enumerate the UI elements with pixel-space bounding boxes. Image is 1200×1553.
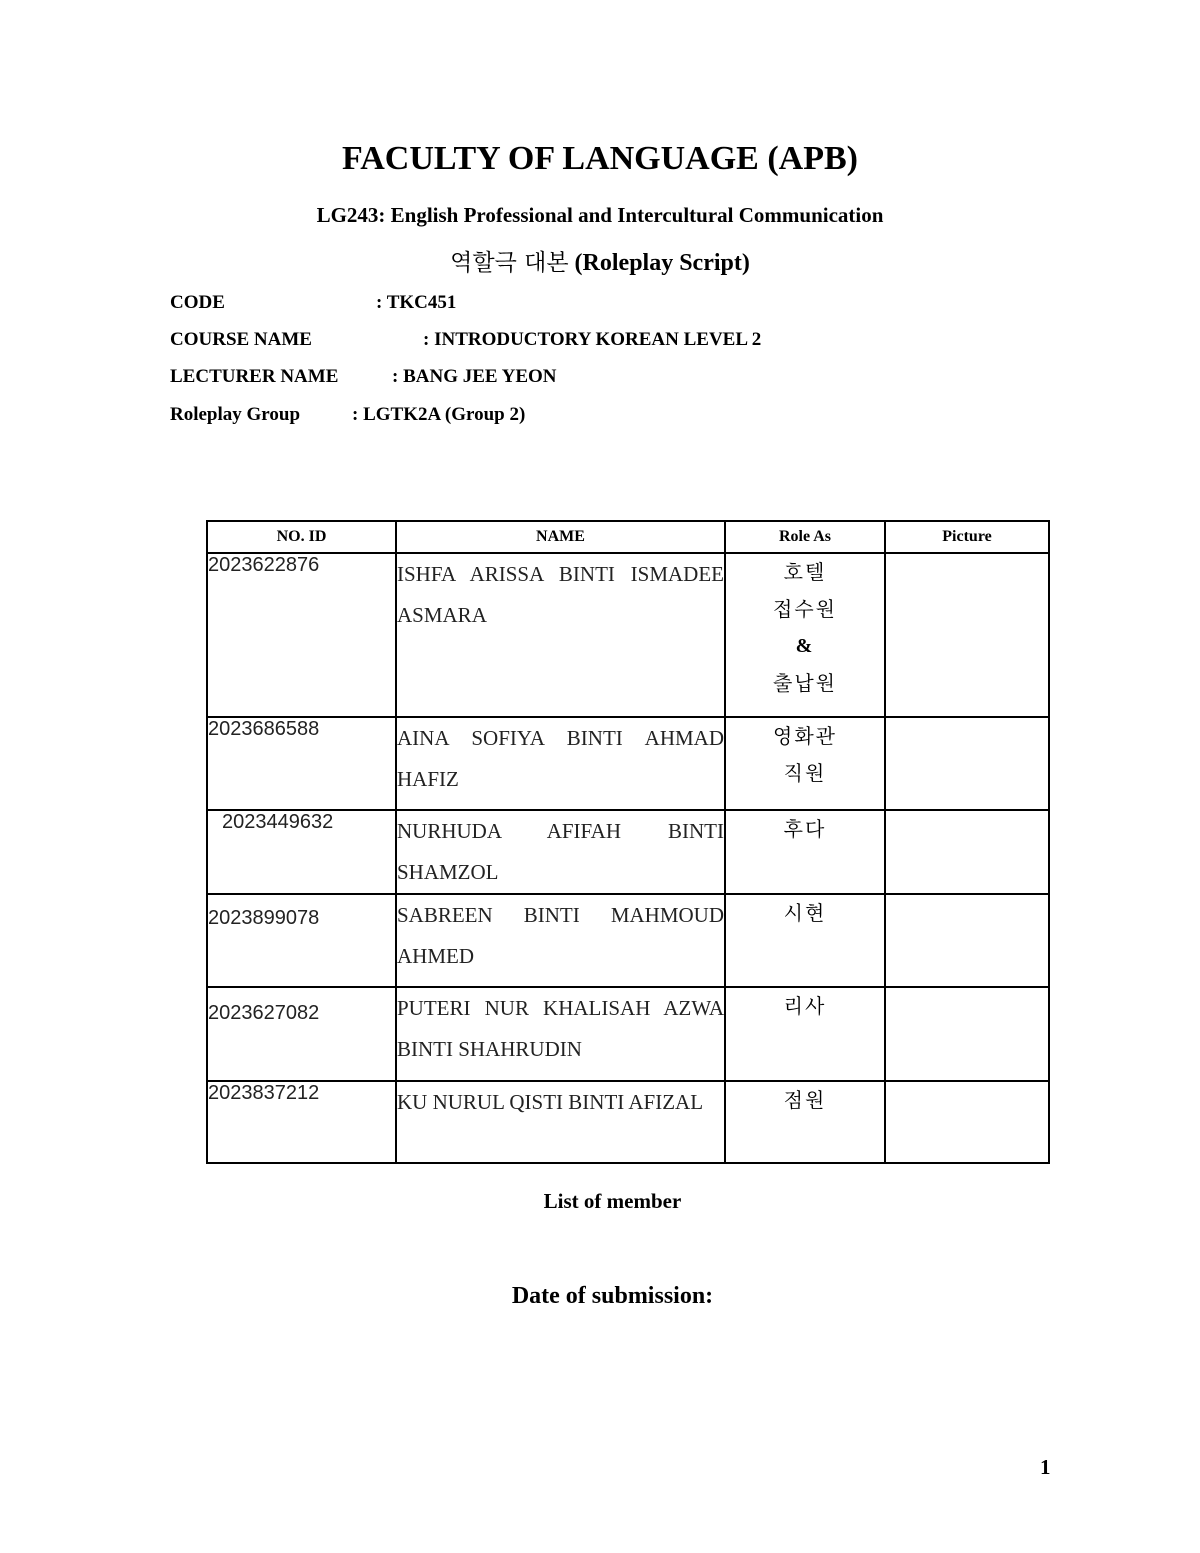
cell-role	[725, 810, 885, 894]
cell-id: 2023622876	[207, 553, 396, 717]
cell-picture	[885, 1081, 1049, 1163]
info-lecturer-value: : BANG JEE YEON	[392, 366, 557, 387]
table-row	[207, 987, 1049, 1081]
cell-role	[725, 894, 885, 987]
role-line: 출납원	[773, 671, 837, 695]
cell-role	[725, 1081, 885, 1163]
cell-name: NURHUDA AFIFAH BINTI SHAMZOL	[396, 810, 725, 894]
cell-picture	[885, 553, 1049, 717]
page-number: 1	[1040, 1455, 1051, 1479]
info-code	[170, 292, 457, 314]
cell-name: PUTERI NUR KHALISAH AZWA BINTI SHAHRUDIN	[396, 987, 725, 1081]
header-picture: Picture	[885, 521, 1049, 553]
cell-name: SABREEN BINTI MAHMOUD AHMED	[396, 894, 725, 987]
role-line: 점원	[783, 1088, 827, 1112]
role-line: 후다	[783, 817, 827, 841]
header-role-as: Role As	[725, 521, 885, 553]
script-title-korean: 역할극 대본	[450, 250, 569, 276]
info-lecturer	[170, 366, 557, 388]
cell-picture	[885, 810, 1049, 894]
cell-id: 2023686588	[207, 717, 396, 810]
table-row	[207, 717, 1049, 810]
role-line: &	[795, 635, 815, 657]
cell-picture	[885, 894, 1049, 987]
info-code-label: CODE	[170, 292, 225, 313]
role-line: 시현	[783, 901, 827, 925]
document-title: FACULTY OF LANGUAGE (APB)	[342, 140, 858, 177]
info-course	[170, 329, 762, 351]
cell-picture	[885, 987, 1049, 1081]
info-course-value: : INTRODUCTORY KOREAN LEVEL 2	[423, 329, 762, 350]
cell-role	[725, 987, 885, 1081]
cell-role	[725, 717, 885, 810]
date-of-submission: Date of submission:	[511, 1283, 714, 1309]
role-line: 호텔	[783, 560, 827, 584]
cell-picture	[885, 717, 1049, 810]
header-no-id: NO. ID	[207, 521, 396, 553]
cell-name: ISHFA ARISSA BINTI ISMADEE ASMARA	[396, 553, 725, 717]
cell-name: AINA SOFIYA BINTI AHMAD HAFIZ	[396, 717, 725, 810]
info-code-value: : TKC451	[376, 292, 457, 313]
cell-id: 2023627082	[207, 987, 396, 1081]
role-line: 영화관	[773, 724, 837, 748]
role-line: 접수원	[773, 597, 837, 621]
table-header-row	[207, 521, 1049, 553]
course-subtitle: LG243: English Professional and Intercultural Communication	[316, 203, 884, 227]
info-course-label: COURSE NAME	[170, 329, 312, 350]
role-line: 직원	[783, 761, 827, 785]
info-group-value: : LGTK2A (Group 2)	[352, 404, 526, 425]
cell-id: 2023449632	[207, 810, 396, 894]
table-caption: List of member	[543, 1189, 682, 1213]
header-name: NAME	[396, 521, 725, 553]
cell-name: KU NURUL QISTI BINTI AFIZAL	[396, 1081, 725, 1163]
script-title-english: (Roleplay Script)	[574, 250, 750, 276]
info-group-label: Roleplay Group	[170, 404, 301, 425]
info-group	[170, 404, 526, 426]
cell-id: 2023837212	[207, 1081, 396, 1163]
cell-id: 2023899078	[207, 894, 396, 987]
info-lecturer-label: LECTURER NAME	[170, 366, 339, 387]
table-row	[207, 810, 1049, 894]
member-table	[206, 520, 1050, 1164]
role-line: 리사	[783, 994, 827, 1018]
table-row	[207, 1081, 1049, 1163]
cell-role	[725, 553, 885, 717]
table-row	[207, 553, 1049, 717]
table-row	[207, 894, 1049, 987]
script-title	[0, 244, 1200, 277]
